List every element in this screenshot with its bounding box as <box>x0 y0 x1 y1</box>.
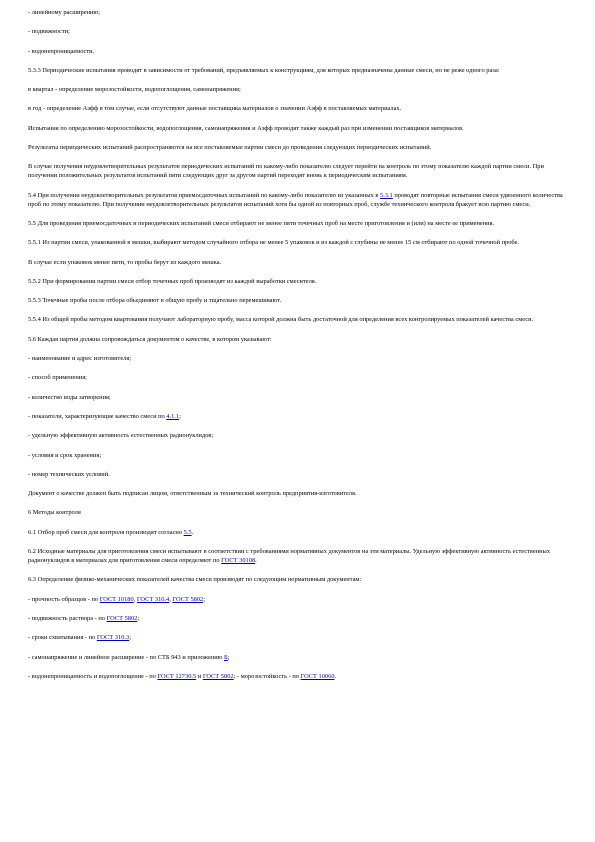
paragraph: 5.6 Каждая партия должна сопровождаться документом о качестве, в котором указывают: <box>28 335 272 343</box>
paragraph: - удельную эффективную активность естественных радионуклидов; <box>28 432 214 440</box>
paragraph: Документ о качестве должен быть подписан лицом, ответственным за технический контроль предприятия-изготовителя. <box>28 490 357 498</box>
paragraph <box>28 412 567 421</box>
paragraph-text: 6.2 Исходные материалы для приготовления смеси испытывают в соответствии с требованиями нормативных документов на эти материалы. Удельную эффективную активность естественных радионуклидов в материалах для приготовления смеси определяют по <box>28 548 551 565</box>
paragraph-text: - показатели, характеризующие качество смеси по <box>28 412 167 420</box>
paragraph: 5.3.3 Периодические испытания проводят в зависимости от требований, предъявляемых к конструкциям, для которых предназначены данные смеси, но не реже одного раза: <box>28 66 500 74</box>
paragraph: 5.5.4 Из общей пробы методом квартования получают лабораторную пробу, масса которой должна быть достаточной для определения всех контролируемых показателей качества смеси. <box>28 316 534 324</box>
paragraph <box>28 653 567 662</box>
paragraph-text: - прочность образцов - по <box>28 595 100 603</box>
document-reference-link[interactable]: ГОСТ 10060 <box>300 672 335 680</box>
paragraph-text: 6.1 Отбор проб смеси для контроля производят согласно <box>28 528 184 536</box>
paragraph <box>28 614 567 623</box>
paragraph-text: - самонапряжение и линейное расширение - по СТБ 943 и приложению <box>28 653 225 661</box>
document-reference-link[interactable]: 5.5 <box>183 528 192 536</box>
paragraph: - наименование и адрес изготовителя; <box>28 355 132 363</box>
document-reference-link[interactable]: ГОСТ 5802 <box>172 595 204 603</box>
paragraph: В случае получения неудовлетворительных результатов периодических испытаний по какому-либо показателю следует перейти на контроль по этому показателю каждой партии смеси. При получении положительных результатов испытаний пяти следующих друг за другом партий переходят вновь к периодическим испытаниям. <box>28 163 544 180</box>
paragraph: 5.5.1 Из партии смеси, упакованной в мешки, выбирают методом случайного отбора не менее 5 упаковок и из каждой с глубины не менее 15 см отбирают по одной точечной пробе. <box>28 239 520 247</box>
paragraph-text: ; <box>203 595 206 603</box>
document-reference-link[interactable]: 5.3.1 <box>379 191 393 199</box>
document-reference-link[interactable]: ГОСТ 10180 <box>99 595 134 603</box>
document-reference-link[interactable]: ГОСТ 5802 <box>202 672 234 680</box>
paragraph-text: . <box>255 557 257 565</box>
paragraph: - подвижности; <box>28 28 70 36</box>
paragraph-text: 5.4 При получении неудовлетворительных результатов приемосдаточных испытаний по какому-либо показателю из указанных в <box>28 191 380 199</box>
paragraph: - количество воды затворения; <box>28 393 111 401</box>
paragraph <box>28 633 567 642</box>
document-reference-link[interactable]: ГОСТ 12730.5 <box>157 672 197 680</box>
paragraph: 6 Методы контроля <box>28 509 81 517</box>
paragraph-text: - водонепроницаемость и водопоглощение - по <box>28 672 158 680</box>
paragraph-text: и <box>196 672 203 680</box>
paragraph: - способ применения; <box>28 374 87 382</box>
paragraph-text: . <box>334 672 337 680</box>
document-reference-link[interactable]: ГОСТ 30108 <box>221 557 256 565</box>
paragraph <box>28 191 567 209</box>
document-reference-link[interactable]: 4.1.1 <box>166 412 180 420</box>
paragraph: 6.3 Определение физико-механических показателей качества смеси производят по следующим нормативным документам: <box>28 576 362 584</box>
paragraph: в квартал - определение морозостойкости, водопоглощения, самонапряжения; <box>28 86 241 94</box>
paragraph: Результаты периодических испытаний распространяются на все поставляемые партии смеси до проведения следующих периодических испытаний. <box>28 144 432 152</box>
paragraph-text: , <box>169 595 173 603</box>
paragraph: - условия и срок хранения; <box>28 451 102 459</box>
document-reference-link[interactable]: ГОСТ 310.4 <box>136 595 170 603</box>
paragraph <box>28 595 567 604</box>
paragraph <box>28 547 567 565</box>
paragraph: - линейному расширению; <box>28 9 100 16</box>
paragraph: Испытания по определению морозостойкости, водопоглощения, самонапряжения и Аэфф проводят также каждый раз при изменении поставщиков материалов. <box>28 124 464 132</box>
paragraph-text: ; - морозостойкость - по <box>233 672 301 680</box>
paragraph-text: ; <box>129 634 131 642</box>
paragraph-text: - сроки схватывания - по <box>28 634 97 642</box>
paragraph-text: проводят повторные испытания смеси удвоенного количества проб по этому показателю. При получении неудовлетворительных результатов испытаний хотя бы одной из повторных проб, службе технического контроля бракует всю партию смеси. <box>28 191 563 208</box>
paragraph-text: , <box>133 595 137 603</box>
paragraph-text: . <box>191 528 194 536</box>
paragraph-text: ; <box>179 412 181 420</box>
document-reference-link[interactable]: Б <box>224 653 228 661</box>
paragraph: в год - определение Аэфф в том случае, если отсутствуют данные поставщика материалов о значении Аэфф в поставляемых материалах. <box>28 105 402 113</box>
paragraph: - номер технических условий. <box>28 470 110 478</box>
paragraph-text: ; <box>227 653 230 661</box>
paragraph: - водонепроницаемости. <box>28 47 95 55</box>
paragraph <box>28 672 567 681</box>
paragraph: 5.5.3 Точечные пробы после отбора объединяют в общую пробу и тщательно перемешивают. <box>28 297 282 305</box>
paragraph-text: ; <box>137 614 140 622</box>
paragraph <box>28 528 567 537</box>
paragraph: 5.5 Для проведения приемосдаточных и периодических испытаний смеси отбирают не менее пяти точечных проб на месте приготовления и (или) на месте ее применения. <box>28 219 495 227</box>
paragraph-text: - подвижность раствора - по <box>28 614 107 622</box>
paragraph: В случае если упаковок менее пяти, то пробы берут из каждого мешка. <box>28 258 222 266</box>
paragraph: 5.5.2 При формировании партии смеси отбор точечных проб производят из каждой выработки смесителя. <box>28 277 317 285</box>
document-reference-link[interactable]: ГОСТ 5802 <box>106 614 138 622</box>
document-reference-link[interactable]: ГОСТ 310.3 <box>96 634 130 642</box>
